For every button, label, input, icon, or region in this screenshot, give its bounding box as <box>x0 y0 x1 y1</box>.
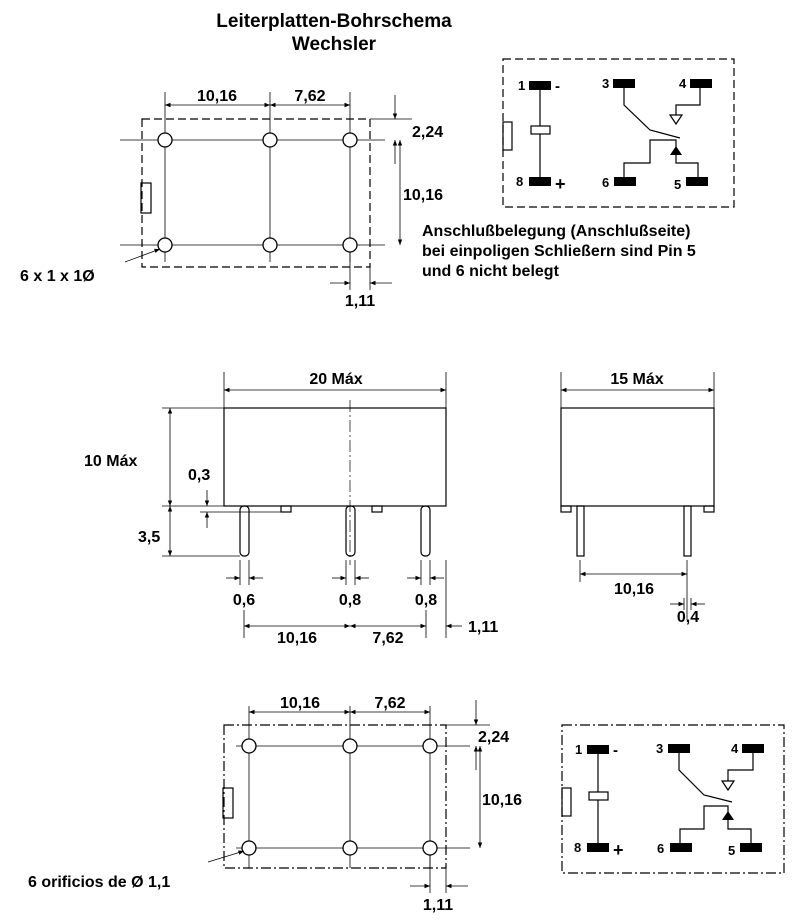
pinout-bottom <box>562 725 784 873</box>
pin-sign-plus: + <box>555 174 566 194</box>
dim-vertical: 10,16 <box>403 187 444 204</box>
relay-body <box>561 408 714 506</box>
pin-label-5: 5 <box>674 177 682 192</box>
pin-label-6: 6 <box>602 175 610 190</box>
drill-hole <box>158 238 172 252</box>
dim-pin-width-3: 0,8 <box>414 592 438 609</box>
pin-label-8: 8 <box>516 174 524 189</box>
dim-pitch-b: 7,62 <box>372 630 404 647</box>
dim-pitch-b: 7,62 <box>294 88 326 105</box>
dim-width: 15 Máx <box>610 371 664 388</box>
dim-pitch-a: 10,16 <box>276 630 318 647</box>
dim-height: 10 Máx <box>84 453 138 470</box>
pin-label-4: 4 <box>679 76 687 91</box>
drill-hole <box>423 841 437 855</box>
drill-hole <box>343 238 357 252</box>
relay-body <box>224 408 446 506</box>
pinout-top <box>503 59 734 207</box>
dim-pin-width: 0,4 <box>676 609 700 626</box>
drill-hole <box>242 739 256 753</box>
dim-edge: 2,24 <box>412 124 444 141</box>
pin-label-4: 4 <box>731 741 739 756</box>
relay-outline <box>224 725 446 868</box>
drill-hole <box>263 238 277 252</box>
dim-gap: 0,3 <box>188 467 211 484</box>
side-view <box>84 371 498 647</box>
dim-offset: 1,11 <box>344 293 376 310</box>
drill-hole <box>343 841 357 855</box>
note-line-2: bei einpoligen Schließern sind Pin 5 <box>422 243 696 260</box>
dim-pin-width-2: 0,8 <box>338 592 362 609</box>
relay-pin <box>240 506 249 556</box>
pin-label-6: 6 <box>657 841 665 856</box>
end-view <box>561 371 714 626</box>
drill-pattern-top <box>20 88 443 310</box>
dim-pitch-a: 10,16 <box>196 88 238 105</box>
pin-label-3: 3 <box>602 76 610 91</box>
pin-sign-plus: + <box>613 840 624 860</box>
dim-offset: 1,11 <box>468 619 499 636</box>
relay-pin <box>577 506 584 556</box>
drill-hole <box>343 739 357 753</box>
dim-pitch-b: 7,62 <box>374 695 406 712</box>
dim-pitch: 10,16 <box>613 581 655 598</box>
pin-sign-minus: - <box>555 78 560 95</box>
pin-sign-minus: - <box>613 742 618 759</box>
dim-pitch-a: 10,16 <box>279 695 321 712</box>
hole-note: 6 orificios de Ø 1,1 <box>28 874 171 891</box>
dim-width: 20 Máx <box>309 371 363 388</box>
note-line-3: und 6 nicht belegt <box>422 263 559 280</box>
title-line-1: Leiterplatten-Bohrschema <box>216 11 452 32</box>
dim-edge: 2,24 <box>478 729 510 746</box>
pin-label-3: 3 <box>656 741 664 756</box>
drill-pattern-bottom <box>28 695 522 914</box>
pin-label-1: 1 <box>575 742 583 757</box>
note-line-1: Anschlußbelegung (Anschlußseite) <box>422 223 691 240</box>
drill-hole <box>263 133 277 147</box>
title-line-2: Wechsler <box>291 34 377 55</box>
pin-label-5: 5 <box>728 843 736 858</box>
relay-pin <box>421 506 430 556</box>
relay-pin <box>684 506 691 556</box>
dim-offset: 1,11 <box>422 897 454 914</box>
pin-label-8: 8 <box>574 840 582 855</box>
drill-hole <box>242 841 256 855</box>
dim-pin-length: 3,5 <box>138 529 161 546</box>
drill-hole <box>343 133 357 147</box>
pin-label-1: 1 <box>518 78 526 93</box>
dim-pin-width-1: 0,6 <box>232 592 256 609</box>
relay-pin <box>346 506 355 556</box>
dim-vertical: 10,16 <box>482 792 523 809</box>
drill-hole <box>158 133 172 147</box>
hole-note: 6 x 1 x 1Ø <box>20 268 95 285</box>
drill-hole <box>423 739 437 753</box>
